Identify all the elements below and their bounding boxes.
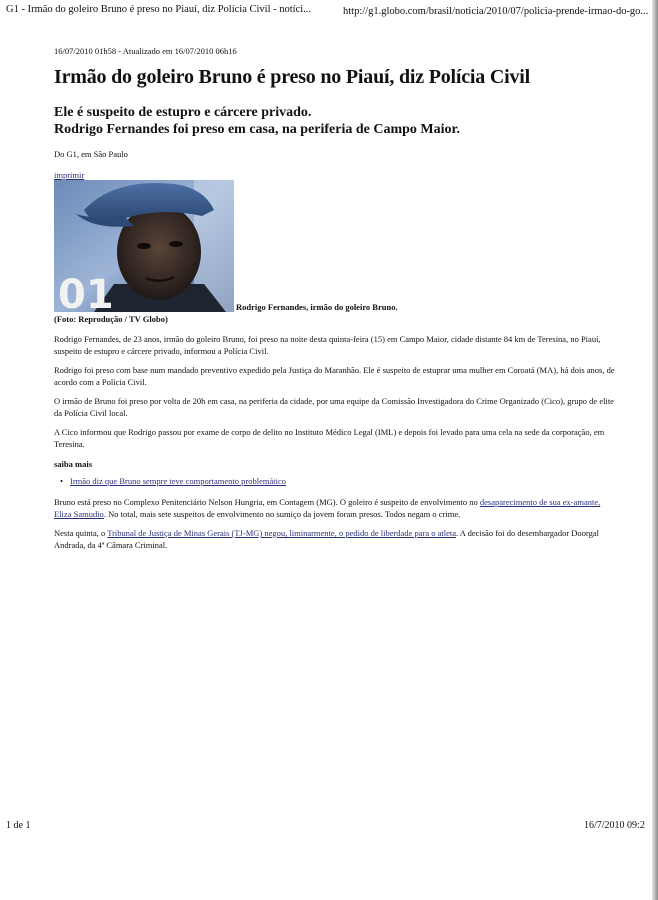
print-header-url: http://g1.globo.com/brasil/noticia/2010/07/policia-prende-irmao-do-go...: [343, 6, 649, 17]
print-timestamp: 16/7/2010 09:2: [584, 820, 645, 831]
print-header-title: G1 - Irmão do goleiro Bruno é preso no Piauí, diz Polícia Civil - notíci...: [6, 4, 312, 15]
subhead-line-1: Ele é suspeito de estupro e cárcere privado.: [54, 105, 312, 120]
paragraph-6-text: Nesta quinta, o: [54, 528, 108, 538]
saiba-mais-heading: saiba mais: [54, 459, 93, 469]
article-byline: Do G1, em São Paulo: [54, 149, 128, 159]
page-counter: 1 de 1: [6, 820, 31, 831]
paragraph-3: O irmão de Bruno foi preso por volta de 20h em casa, na periferia da cidade, por uma equipe da Comissão Investigadora do Crime Organizado (Cico), grupo de elite da Polícia Civil local.: [54, 396, 614, 418]
print-link[interactable]: imprimir: [54, 170, 85, 180]
subhead-line-2: Rodrigo Fernandes foi preso em casa, na periferia de Campo Maior.: [54, 122, 460, 137]
paragraph-4: A Cico informou que Rodrigo passou por exame de corpo de delito no Instituto Médico Legal (IML) e depois foi levado para uma cela na sede da corporação, em Teresina.: [54, 427, 605, 449]
photo-caption: Rodrigo Fernandes, irmão do goleiro Bruno.: [236, 302, 398, 312]
article-subheadline: [54, 104, 460, 138]
paragraph-1: Rodrigo Fernandes, de 23 anos, irmão do goleiro Bruno, foi preso na noite desta quinta-feira (15) em Campo Maior, cidade distante 84 km de Teresina, no Piauí, suspeito de estupro e cárcere privado, informou a Polícia Civil.: [54, 334, 601, 356]
paragraph-5-text: Bruno está preso no Complexo Penitenciário Nelson Hungria, em Contagem (MG). O goleiro é suspeito de envolvimento no: [54, 497, 480, 507]
paragraph-6: [54, 528, 619, 551]
paragraph-5: [54, 497, 619, 520]
article-dateline: 16/07/2010 01h58 - Atualizado em 16/07/2010 06h16: [54, 46, 237, 56]
article-photo: [54, 180, 234, 312]
article-headline: Irmão do goleiro Bruno é preso no Piauí, diz Polícia Civil: [54, 66, 530, 88]
paragraph-6-text-end: . A decisão foi do desembargador Doorgal Andrada, da 4ª Câmara Criminal.: [54, 528, 599, 550]
paragraph-5-text-end: . No total, mais sete suspeitos de envolvimento no sumiço da jovem foram presos. Todos negam o crime.: [103, 508, 461, 519]
photo-overlay-number: 01: [58, 272, 114, 312]
photo-portrait-image: [54, 180, 234, 312]
scan-edge-shadow: [652, 0, 658, 900]
eliza-samudio-link[interactable]: desaparecimento de sua ex-amante, Eliza Samudio: [54, 497, 601, 519]
related-article-link[interactable]: • Irmão diz que Bruno sempre teve comportamento problemático: [70, 476, 286, 486]
photo-credit: (Foto: Reprodução / TV Globo): [54, 314, 168, 324]
tj-mg-decision-link[interactable]: Tribunal de Justiça de Minas Gerais (TJ-MG) negou, liminarmente, o pedido de liberdade para o atleta: [107, 528, 456, 538]
paragraph-2: Rodrigo foi preso com base num mandado preventivo expedido pela Justiça do Maranhão. Ele é suspeito de estuprar uma mulher em Coroatá (MA), há dois anos, de acordo com a Polícia Civil.: [54, 365, 615, 387]
